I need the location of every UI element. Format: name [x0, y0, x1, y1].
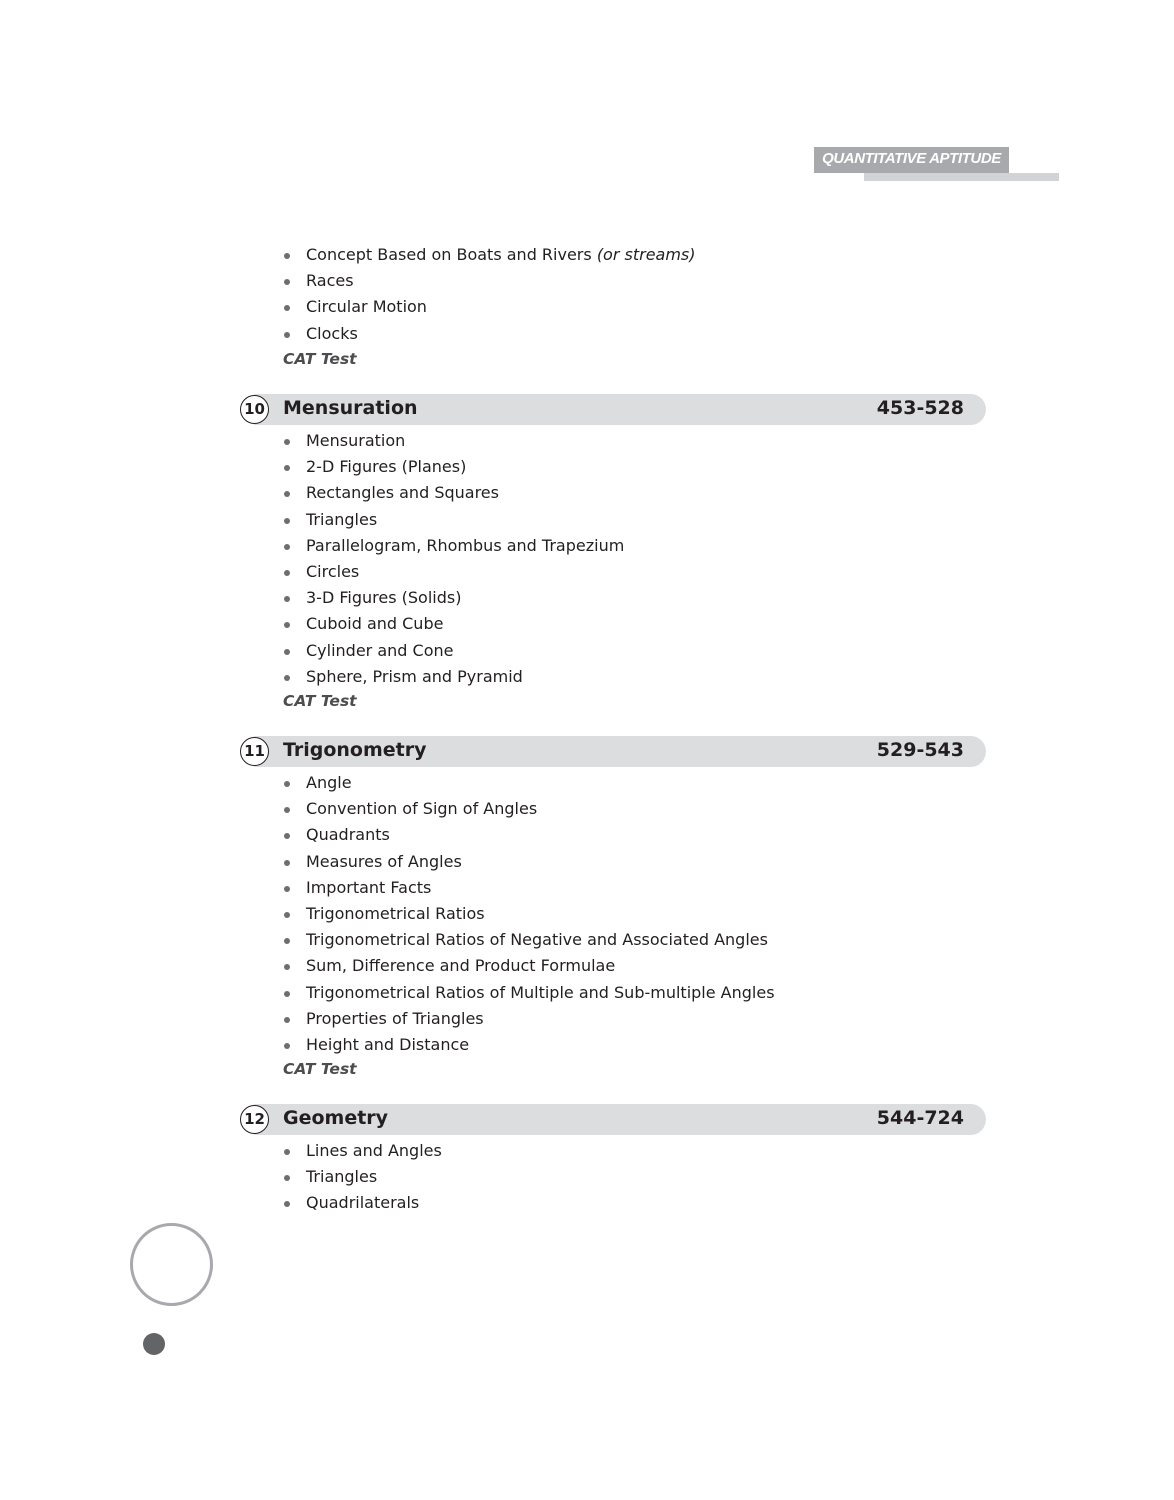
bullet-icon	[284, 807, 290, 813]
topic-item: Sum, Difference and Product Formulae	[283, 953, 775, 979]
bullet-icon	[284, 886, 290, 892]
topic-item: Races	[283, 268, 696, 294]
bullet-icon	[284, 491, 290, 497]
bullet-icon	[284, 991, 290, 997]
topic-item: Trigonometrical Ratios of Multiple and Sub-multiple Angles	[283, 980, 775, 1006]
section-header-tab	[814, 147, 1009, 173]
bullet-icon	[284, 332, 290, 338]
topic-list	[283, 770, 775, 1058]
bullet-icon	[284, 1201, 290, 1207]
topic-item: Circles	[283, 559, 624, 585]
bullet-icon	[284, 439, 290, 445]
topic-item: Triangles	[283, 507, 624, 533]
bullet-icon	[284, 860, 290, 866]
topic-item: Rectangles and Squares	[283, 480, 624, 506]
chapter-page-range: 544-724	[876, 1107, 964, 1129]
section-header-label: QUANTITATIVE APTITUDE	[822, 150, 1001, 167]
decorative-ring-icon	[130, 1223, 213, 1306]
bullet-icon	[284, 1149, 290, 1155]
bullet-icon	[284, 253, 290, 259]
chapter-heading	[240, 394, 986, 425]
bullet-icon	[284, 938, 290, 944]
bullet-icon	[284, 622, 290, 628]
chapter-title: Geometry	[283, 1107, 389, 1129]
bullet-icon	[284, 781, 290, 787]
cat-test-label: CAT Test	[283, 692, 357, 710]
bullet-icon	[284, 544, 290, 550]
cat-test-label: CAT Test	[283, 1060, 357, 1078]
bullet-icon	[284, 833, 290, 839]
chapter-page-range: 529-543	[876, 739, 964, 761]
topic-list	[283, 242, 696, 347]
chapter-heading	[240, 1104, 986, 1135]
bullet-icon	[284, 305, 290, 311]
bullet-icon	[284, 1175, 290, 1181]
bullet-icon	[284, 649, 290, 655]
topic-item: Circular Motion	[283, 294, 696, 320]
topic-item: Sphere, Prism and Pyramid	[283, 664, 624, 690]
chapter-page-range: 453-528	[876, 397, 964, 419]
topic-list	[283, 428, 624, 690]
topic-item: Measures of Angles	[283, 849, 775, 875]
section-header-rule	[864, 173, 1059, 181]
bullet-icon	[284, 912, 290, 918]
bullet-icon	[284, 518, 290, 524]
topic-item: Parallelogram, Rhombus and Trapezium	[283, 533, 624, 559]
chapter-title: Trigonometry	[283, 739, 427, 761]
bullet-icon	[284, 465, 290, 471]
topic-item: Properties of Triangles	[283, 1006, 775, 1032]
bullet-icon	[284, 570, 290, 576]
topic-item: 2-D Figures (Planes)	[283, 454, 624, 480]
topic-item: Concept Based on Boats and Rivers (or streams)	[283, 242, 696, 268]
topic-item: Clocks	[283, 321, 696, 347]
bullet-icon	[284, 279, 290, 285]
topic-item: Trigonometrical Ratios of Negative and Associated Angles	[283, 927, 775, 953]
chapter-number: 12	[240, 1105, 269, 1134]
topic-item: Quadrants	[283, 822, 775, 848]
topic-item: Triangles	[283, 1164, 442, 1190]
topic-list	[283, 1138, 442, 1217]
chapter-number: 11	[240, 737, 269, 766]
topic-item: Angle	[283, 770, 775, 796]
topic-item: Height and Distance	[283, 1032, 775, 1058]
topic-item: Cuboid and Cube	[283, 611, 624, 637]
topic-item: 3-D Figures (Solids)	[283, 585, 624, 611]
chapter-heading	[240, 736, 986, 767]
chapter-title: Mensuration	[283, 397, 418, 419]
bullet-icon	[284, 596, 290, 602]
cat-test-label: CAT Test	[283, 350, 357, 368]
bullet-icon	[284, 675, 290, 681]
topic-item: Quadrilaterals	[283, 1190, 442, 1216]
topic-item: Mensuration	[283, 428, 624, 454]
topic-item: Cylinder and Cone	[283, 638, 624, 664]
topic-item: Lines and Angles	[283, 1138, 442, 1164]
topic-item: Trigonometrical Ratios	[283, 901, 775, 927]
decorative-dot-icon	[143, 1333, 165, 1355]
topic-item: Convention of Sign of Angles	[283, 796, 775, 822]
bullet-icon	[284, 1043, 290, 1049]
topic-item: Important Facts	[283, 875, 775, 901]
chapter-number: 10	[240, 395, 269, 424]
bullet-icon	[284, 1017, 290, 1023]
bullet-icon	[284, 964, 290, 970]
